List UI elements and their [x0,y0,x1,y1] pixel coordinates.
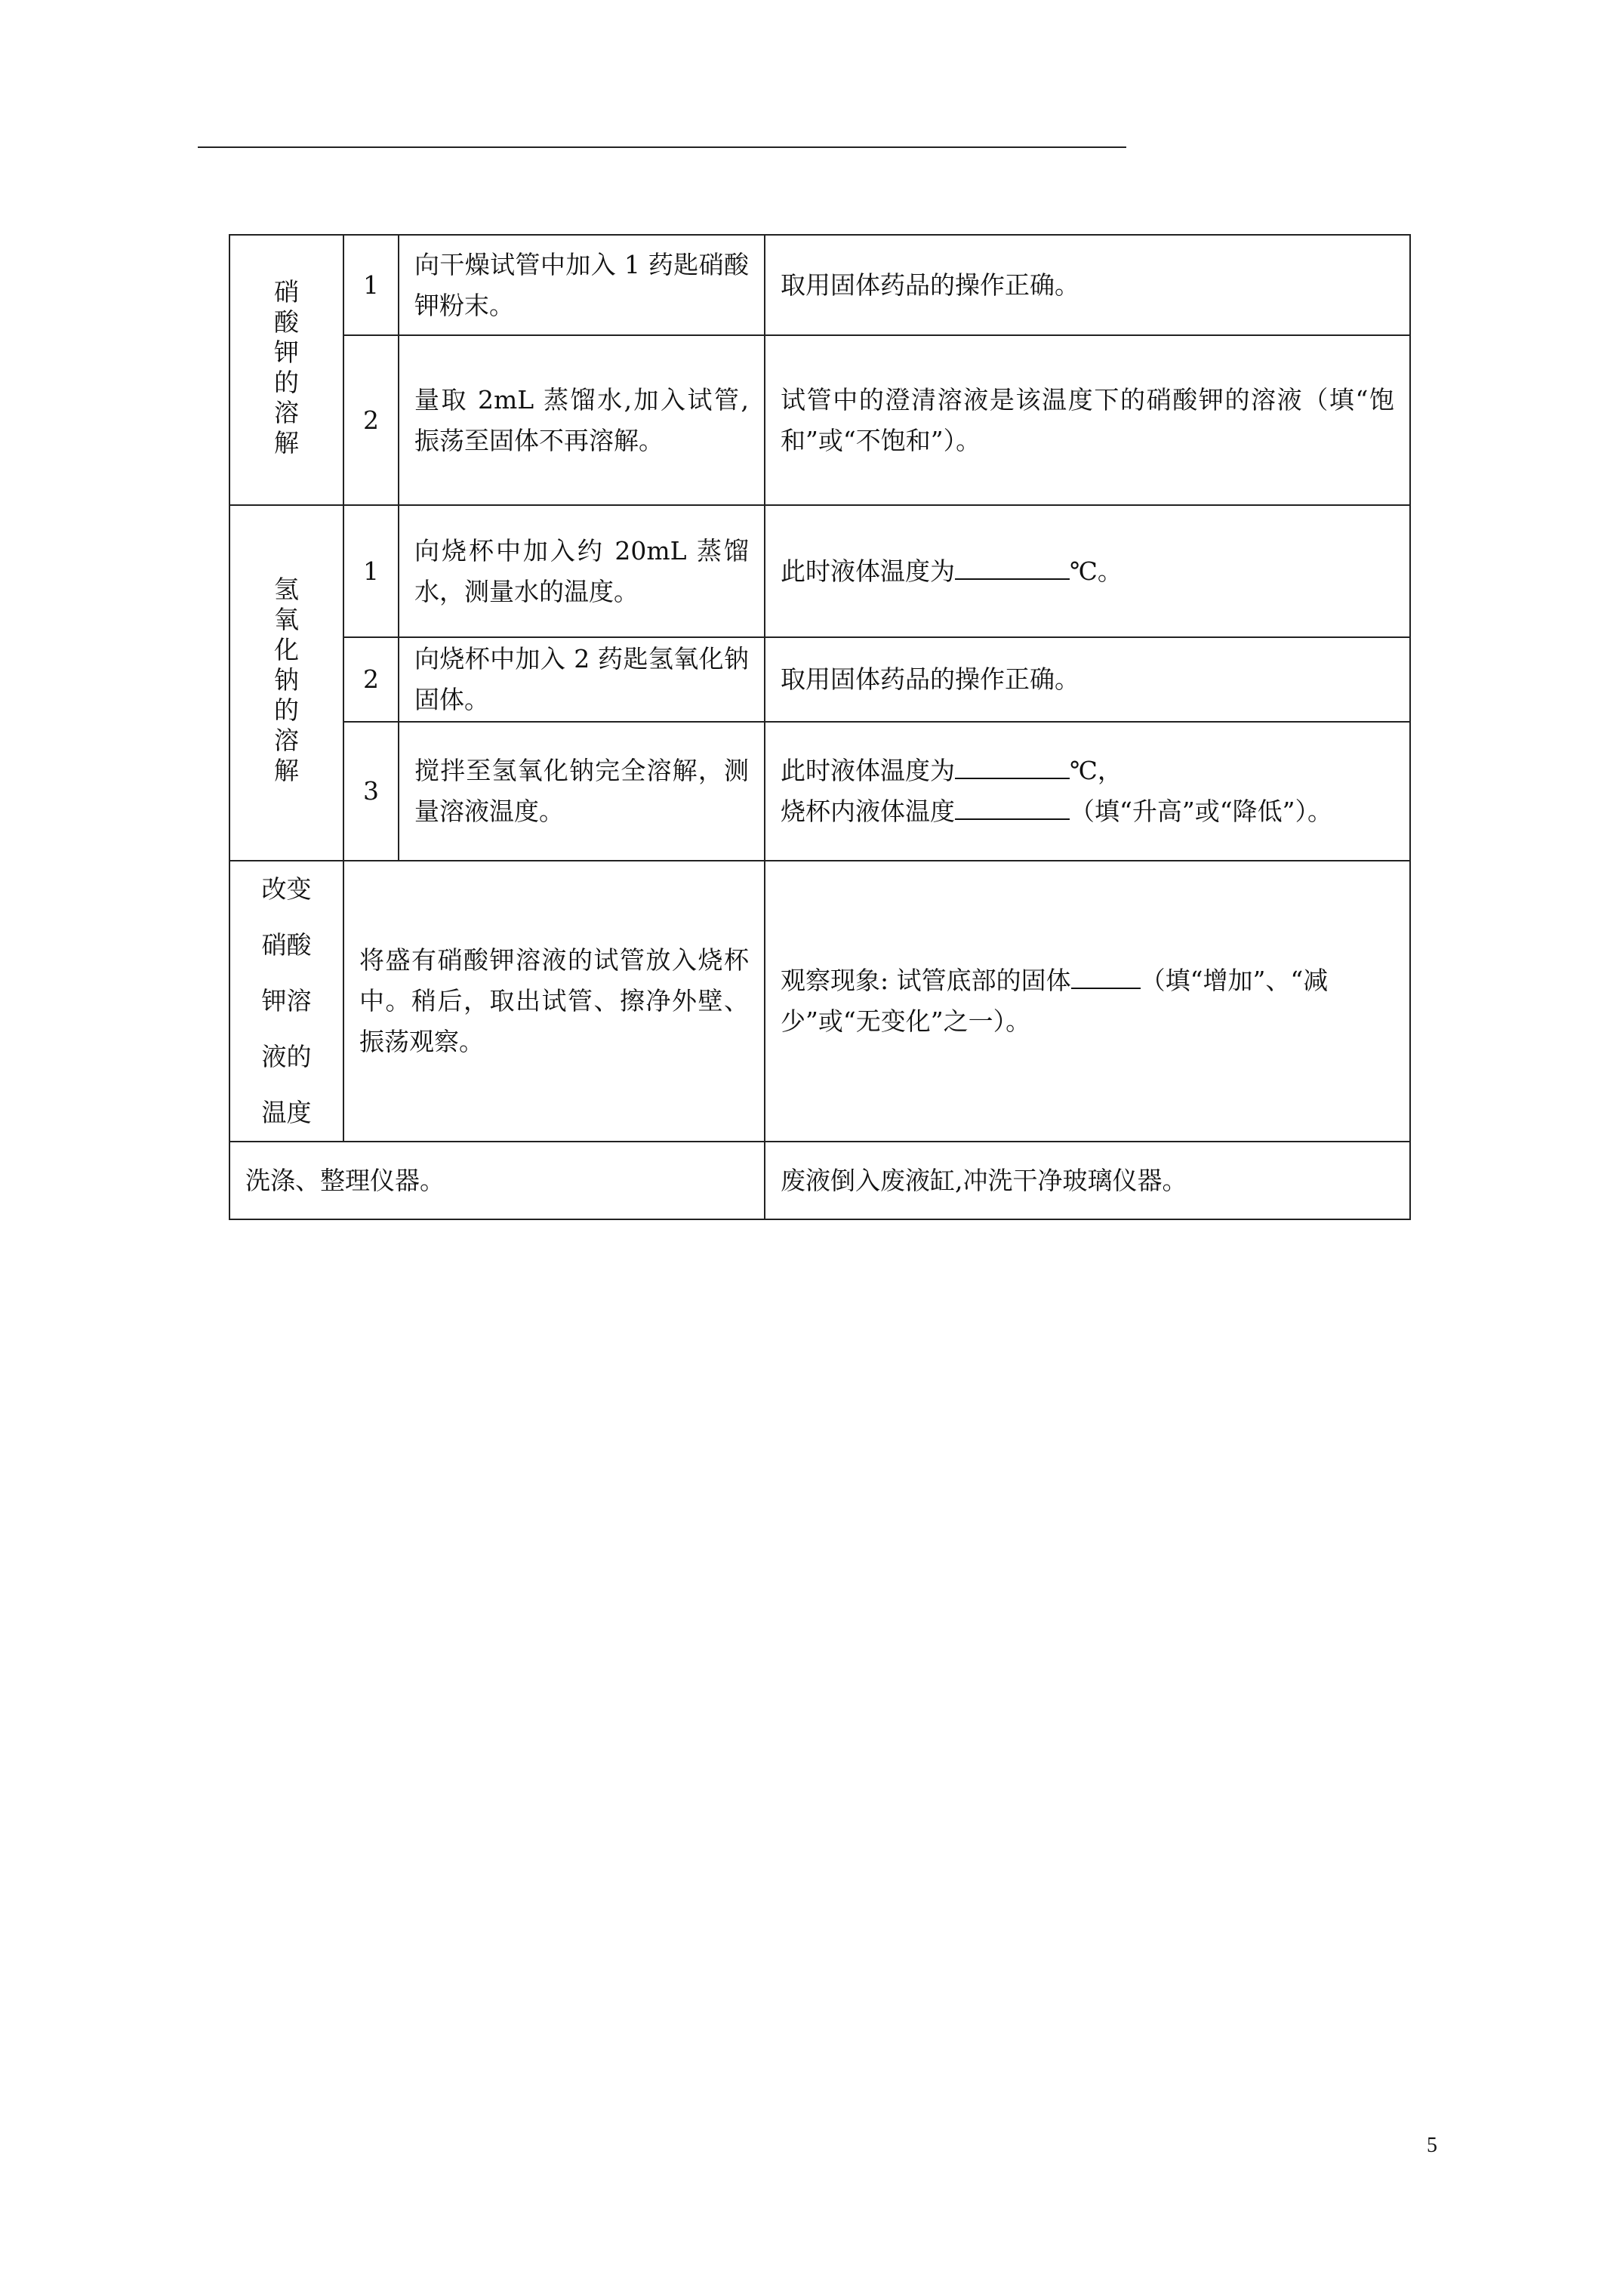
step-number: 2 [343,335,399,505]
group-label-text: 硝酸钾的溶解 [274,276,299,458]
table-row [229,722,1410,861]
experiment-table [229,234,1411,1220]
step-action: 搅拌至氢氧化钠完全溶解，测量溶液温度。 [399,722,765,861]
note-text: ℃。 [1070,556,1123,586]
fill-in-blank[interactable] [955,556,1070,580]
step-action: 向烧杯中加入 2 药匙氢氧化钠固体。 [399,637,765,722]
fill-in-blank[interactable] [1071,965,1141,989]
header-rule [198,146,1126,148]
note-text: （填“升高”或“降低”）。 [1070,797,1332,826]
note-text: 观察现象: 试管底部的固体 [781,966,1071,995]
table-row [229,637,1410,722]
step-number: 2 [343,637,399,722]
step-note [765,861,1410,1142]
step-note: 试管中的澄清溶液是该温度下的硝酸钾的溶液（填“饱和”或“不饱和”）。 [765,335,1410,505]
group-label-text: 氢氧化钠的溶解 [274,575,299,785]
group-label-temp-change [229,861,343,1142]
step-action: 向烧杯中加入约 20mL 蒸馏水，测量水的温度。 [399,505,765,637]
note-line [781,960,1394,1001]
step-action: 量取 2mL 蒸馏水,加入试管,振荡至固体不再溶解。 [399,335,765,505]
step-note [765,722,1410,861]
step-action: 向干燥试管中加入 1 药匙硝酸钾粉末。 [399,235,765,335]
page-number: 5 [1427,2134,1437,2157]
group-label-naoh [229,505,343,861]
step-action: 将盛有硝酸钾溶液的试管放入烧杯中。稍后，取出试管、擦净外壁、振荡观察。 [343,861,765,1142]
group-label-kno3 [229,235,343,505]
table-row [229,861,1410,1142]
step-note [765,505,1410,637]
table-row [229,235,1410,335]
note-text: 此时液体温度为 [781,556,955,586]
step-note: 取用固体药品的操作正确。 [765,637,1410,722]
note-text: 此时液体温度为 [781,756,955,785]
note-text: ℃， [1070,756,1123,785]
note-text: （填“增加”、“减 [1140,966,1329,995]
step-note: 废液倒入废液缸,冲洗干净玻璃仪器。 [765,1142,1410,1219]
group-label-text: 改变硝酸钾溶液的温度 [261,874,312,1127]
note-text: 少”或“无变化”之一）。 [781,1006,1031,1036]
table-row [229,335,1410,505]
step-number: 1 [343,235,399,335]
step-number: 3 [343,722,399,861]
table-row [229,505,1410,637]
table-row [229,1142,1410,1219]
step-action: 洗涤、整理仪器。 [229,1142,765,1219]
note-text: 烧杯内液体温度 [781,797,955,826]
step-number: 1 [343,505,399,637]
fill-in-blank[interactable] [955,796,1070,820]
fill-in-blank[interactable] [955,755,1070,779]
step-note: 取用固体药品的操作正确。 [765,235,1410,335]
